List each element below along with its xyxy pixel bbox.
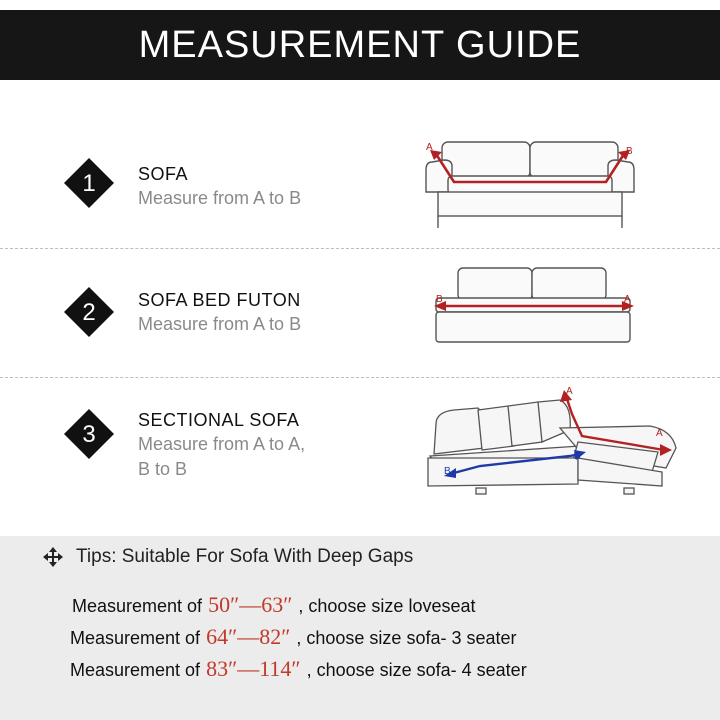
sofa-illustration — [420, 132, 640, 237]
futon-illustration — [430, 264, 640, 349]
step-2-badge — [63, 286, 115, 338]
sectional-illustration — [420, 384, 680, 514]
step-3-subtitle-line1: Measure from A to A, — [138, 434, 306, 454]
measurement-range: 83″—114″ — [206, 656, 301, 681]
measurement-prefix: Measurement of — [70, 660, 201, 680]
measurement-prefix: Measurement of — [72, 596, 203, 616]
measurement-suffix: , choose size loveseat — [298, 596, 476, 616]
label-b1: B — [444, 466, 451, 477]
measurement-row-4-seater — [70, 656, 527, 682]
tips-panel — [0, 536, 720, 720]
divider-1 — [0, 248, 720, 249]
step-2-number: 2 — [82, 299, 96, 326]
measurement-suffix: , choose size sofa- 4 seater — [306, 660, 527, 680]
step-3-number: 3 — [82, 421, 96, 448]
step-1-subtitle: Measure from A to B — [138, 188, 302, 208]
four-arrows-icon — [42, 546, 64, 568]
label-a2: A — [656, 428, 663, 439]
measurement-range: 50″—63″ — [208, 592, 293, 617]
step-3-badge — [63, 408, 115, 460]
measurement-row-loveseat — [72, 592, 476, 618]
measurement-prefix: Measurement of — [70, 628, 201, 648]
step-2-subtitle: Measure from A to B — [138, 314, 302, 334]
label-b: B — [626, 146, 633, 157]
measurement-range: 64″—82″ — [206, 624, 291, 649]
label-a: A — [624, 294, 631, 305]
measurement-row-3-seater — [70, 624, 517, 650]
page-title: MEASUREMENT GUIDE — [138, 23, 582, 66]
step-1-title: SOFA — [138, 164, 189, 184]
tips-heading — [42, 546, 413, 568]
step-1-badge — [63, 157, 115, 209]
step-1-number: 1 — [82, 170, 96, 197]
label-a1: A — [566, 386, 573, 397]
label-b: B — [436, 294, 443, 305]
measurement-suffix: , choose size sofa- 3 seater — [296, 628, 517, 648]
label-b2: B — [574, 451, 581, 462]
divider-2 — [0, 377, 720, 378]
header-banner — [0, 10, 720, 80]
step-3-title: SECTIONAL SOFA — [138, 410, 300, 430]
tips-text: Tips: Suitable For Sofa With Deep Gaps — [76, 546, 414, 567]
step-3-subtitle-line2: B to B — [138, 459, 188, 479]
step-2-title: SOFA BED FUTON — [138, 290, 301, 310]
label-a: A — [426, 142, 433, 153]
